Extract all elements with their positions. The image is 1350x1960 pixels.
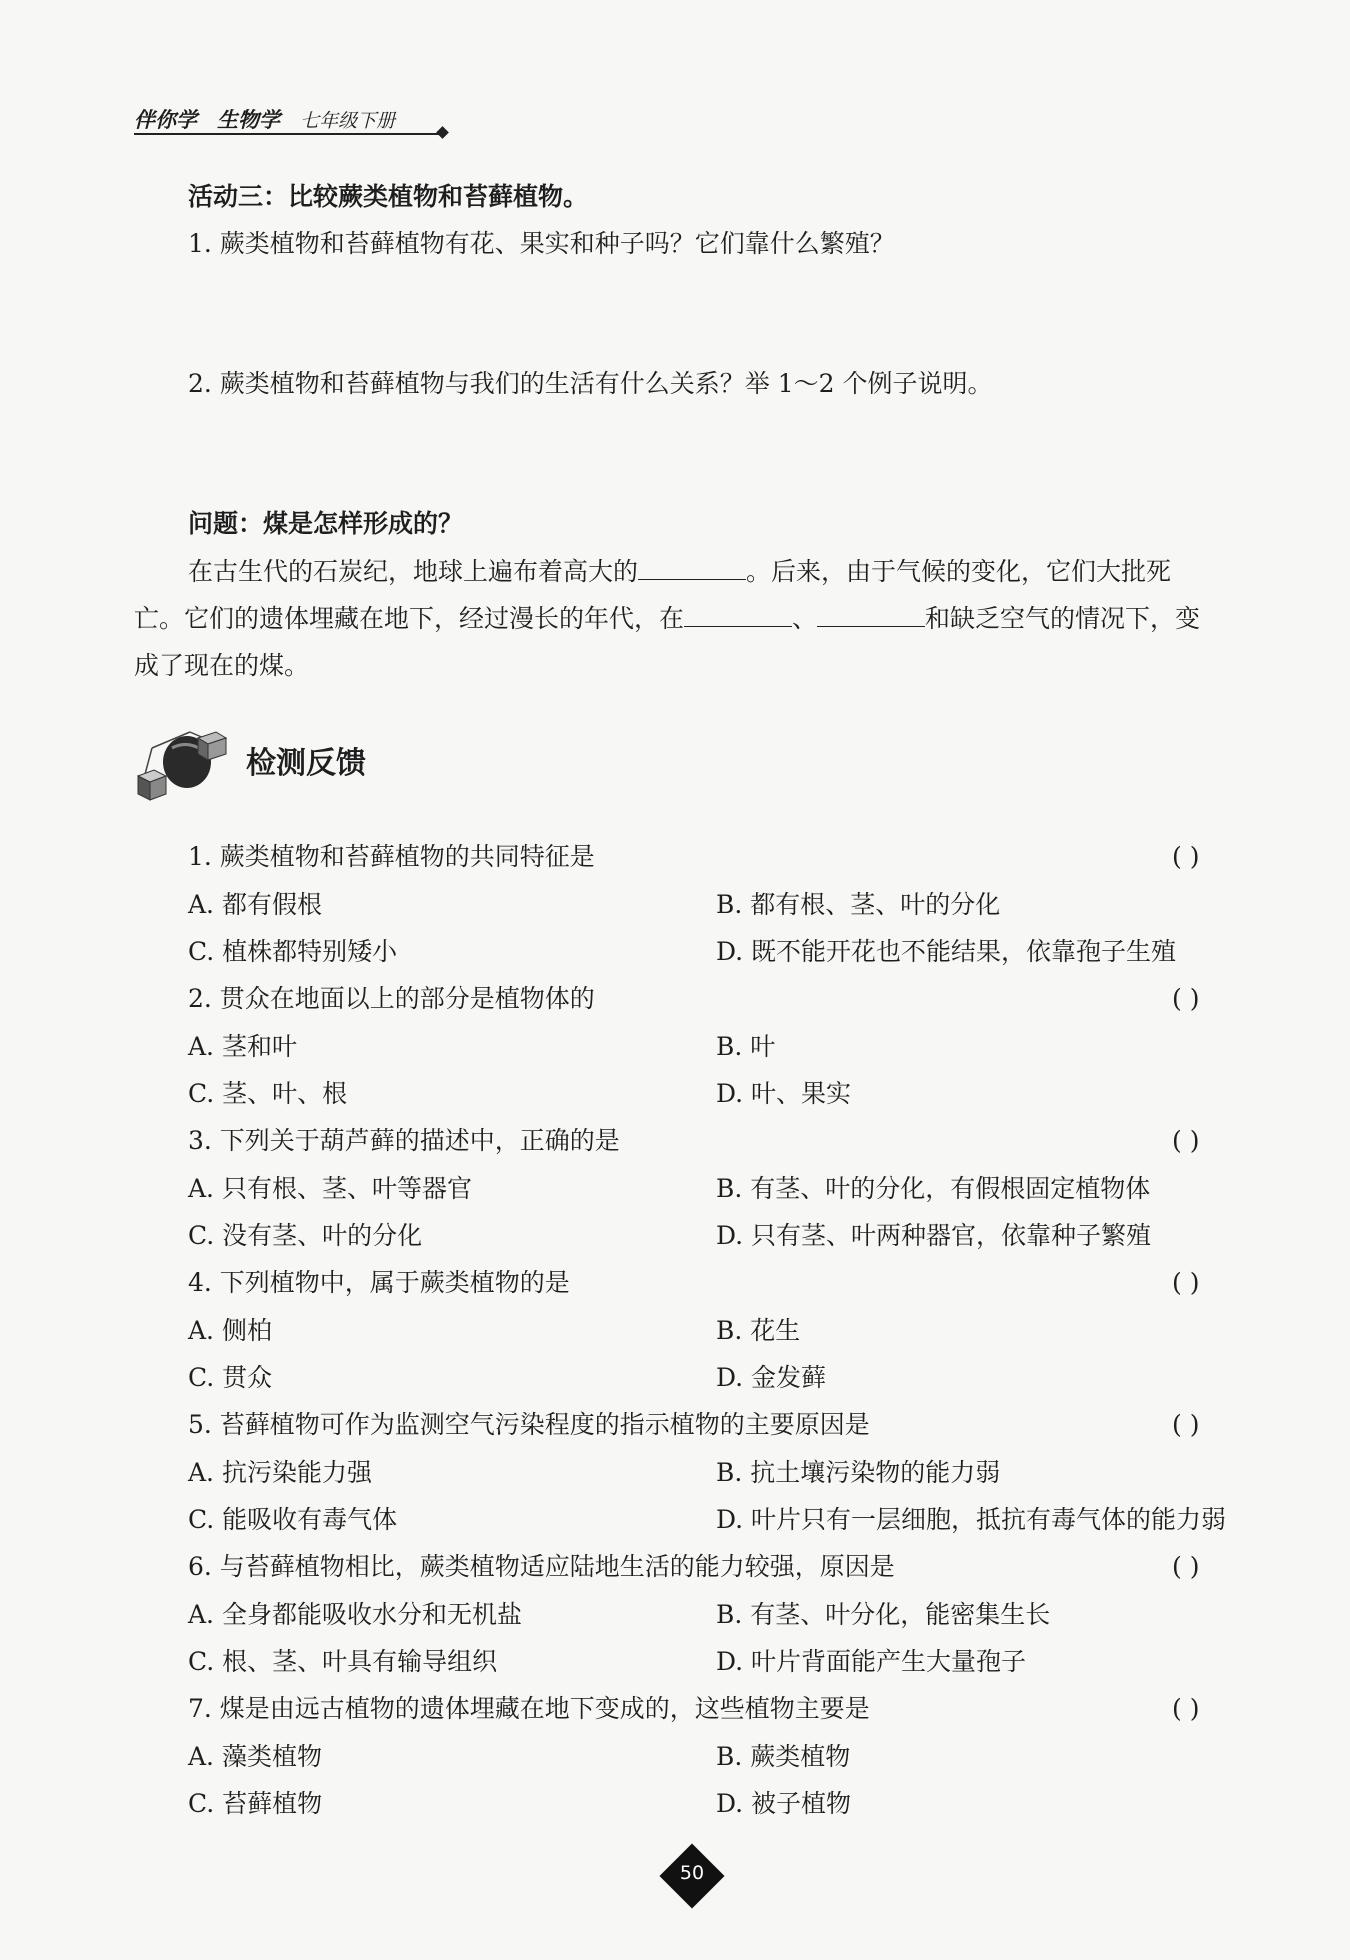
problem-line-1 bbox=[188, 555, 1171, 589]
option-d[interactable]: D. 被子植物 bbox=[716, 1789, 852, 1818]
problem-text: 、 bbox=[792, 604, 818, 633]
option-a[interactable]: A. 都有假根 bbox=[188, 889, 322, 919]
activity-question-1: 1. 蕨类植物和苔藓植物有花、果实和种子吗？它们靠什么繁殖？ bbox=[188, 229, 895, 258]
option-b[interactable]: B. 叶 bbox=[716, 1031, 776, 1061]
option-a[interactable]: A. 茎和叶 bbox=[188, 1031, 297, 1061]
fill-blank-1[interactable] bbox=[638, 557, 746, 580]
option-d[interactable]: D. 只有茎、叶两种器官，依靠种子繁殖 bbox=[716, 1221, 1152, 1250]
problem-text: 亡。它们的遗体埋藏在地下，经过漫长的年代，在 bbox=[134, 604, 685, 633]
problem-line-2 bbox=[134, 602, 1200, 636]
question-paren[interactable]: ( ) bbox=[1172, 984, 1200, 1013]
question-stem: 4. 下列植物中，属于蕨类植物的是 bbox=[188, 1268, 570, 1297]
section-cube-icon bbox=[132, 718, 232, 802]
question-stem: 6. 与苔藓植物相比，蕨类植物适应陆地生活的能力较强，原因是 bbox=[188, 1552, 895, 1581]
option-c[interactable]: C. 贯众 bbox=[188, 1363, 273, 1392]
header-grade: 七年级下册 bbox=[300, 110, 396, 132]
option-c[interactable]: C. 能吸收有毒气体 bbox=[188, 1505, 398, 1534]
header-diamond-icon bbox=[436, 126, 449, 139]
header-subject: 生物学 bbox=[217, 108, 281, 132]
activity-title: 活动三：比较蕨类植物和苔藓植物。 bbox=[188, 182, 589, 211]
question-paren[interactable]: ( ) bbox=[1172, 1552, 1200, 1581]
option-d[interactable]: D. 既不能开花也不能结果，依靠孢子生殖 bbox=[716, 937, 1177, 966]
problem-text: 。后来，由于气候的变化，它们大批死 bbox=[746, 557, 1172, 586]
option-b[interactable]: B. 有茎、叶分化，能密集生长 bbox=[716, 1599, 1051, 1629]
question-paren[interactable]: ( ) bbox=[1172, 1268, 1200, 1297]
option-b[interactable]: B. 花生 bbox=[716, 1315, 801, 1345]
option-b[interactable]: B. 都有根、茎、叶的分化 bbox=[716, 889, 1001, 919]
problem-line-3: 成了现在的煤。 bbox=[134, 651, 310, 680]
option-c[interactable]: C. 没有茎、叶的分化 bbox=[188, 1221, 423, 1250]
option-c[interactable]: C. 茎、叶、根 bbox=[188, 1079, 348, 1108]
option-a[interactable]: A. 全身都能吸收水分和无机盐 bbox=[188, 1599, 522, 1629]
problem-text: 和缺乏空气的情况下，变 bbox=[925, 604, 1201, 633]
page-number: 50 bbox=[679, 1862, 705, 1884]
activity-question-2: 2. 蕨类植物和苔藓植物与我们的生活有什么关系？举 1～2 个例子说明。 bbox=[188, 369, 993, 398]
section-title: 检测反馈 bbox=[246, 746, 366, 781]
question-stem: 2. 贯众在地面以上的部分是植物体的 bbox=[188, 984, 595, 1013]
question-stem: 3. 下列关于葫芦藓的描述中，正确的是 bbox=[188, 1126, 620, 1155]
fill-blank-2[interactable] bbox=[684, 604, 792, 627]
option-d[interactable]: D. 金发藓 bbox=[716, 1363, 827, 1392]
option-b[interactable]: B. 抗土壤污染物的能力弱 bbox=[716, 1457, 1001, 1487]
option-d[interactable]: D. 叶片背面能产生大量孢子 bbox=[716, 1647, 1027, 1676]
problem-title: 问题：煤是怎样形成的？ bbox=[188, 509, 464, 538]
option-c[interactable]: C. 苔藓植物 bbox=[188, 1789, 323, 1818]
question-stem: 5. 苔藓植物可作为监测空气污染程度的指示植物的主要原因是 bbox=[188, 1410, 870, 1439]
option-a[interactable]: A. 藻类植物 bbox=[188, 1741, 322, 1771]
question-paren[interactable]: ( ) bbox=[1172, 842, 1200, 871]
header-rule bbox=[134, 133, 442, 135]
option-b[interactable]: B. 有茎、叶的分化，有假根固定植物体 bbox=[716, 1173, 1151, 1203]
question-paren[interactable]: ( ) bbox=[1172, 1694, 1200, 1723]
question-paren[interactable]: ( ) bbox=[1172, 1126, 1200, 1155]
question-stem: 7. 煤是由远古植物的遗体埋藏在地下变成的，这些植物主要是 bbox=[188, 1694, 870, 1723]
option-a[interactable]: A. 侧柏 bbox=[188, 1315, 272, 1345]
question-paren[interactable]: ( ) bbox=[1172, 1410, 1200, 1439]
problem-text: 在古生代的石炭纪，地球上遍布着高大的 bbox=[188, 557, 639, 586]
option-a[interactable]: A. 抗污染能力强 bbox=[188, 1457, 372, 1487]
fill-blank-3[interactable] bbox=[817, 604, 925, 627]
option-d[interactable]: D. 叶片只有一层细胞，抵抗有毒气体的能力弱 bbox=[716, 1505, 1227, 1534]
option-b[interactable]: B. 蕨类植物 bbox=[716, 1741, 851, 1771]
header-brand: 伴你学 bbox=[134, 108, 197, 132]
page-header bbox=[134, 104, 395, 134]
option-c[interactable]: C. 根、茎、叶具有输导组织 bbox=[188, 1647, 498, 1676]
option-d[interactable]: D. 叶、果实 bbox=[716, 1079, 852, 1108]
option-a[interactable]: A. 只有根、茎、叶等器官 bbox=[188, 1173, 472, 1203]
question-stem: 1. 蕨类植物和苔藓植物的共同特征是 bbox=[188, 842, 595, 871]
option-c[interactable]: C. 植株都特别矮小 bbox=[188, 937, 398, 966]
